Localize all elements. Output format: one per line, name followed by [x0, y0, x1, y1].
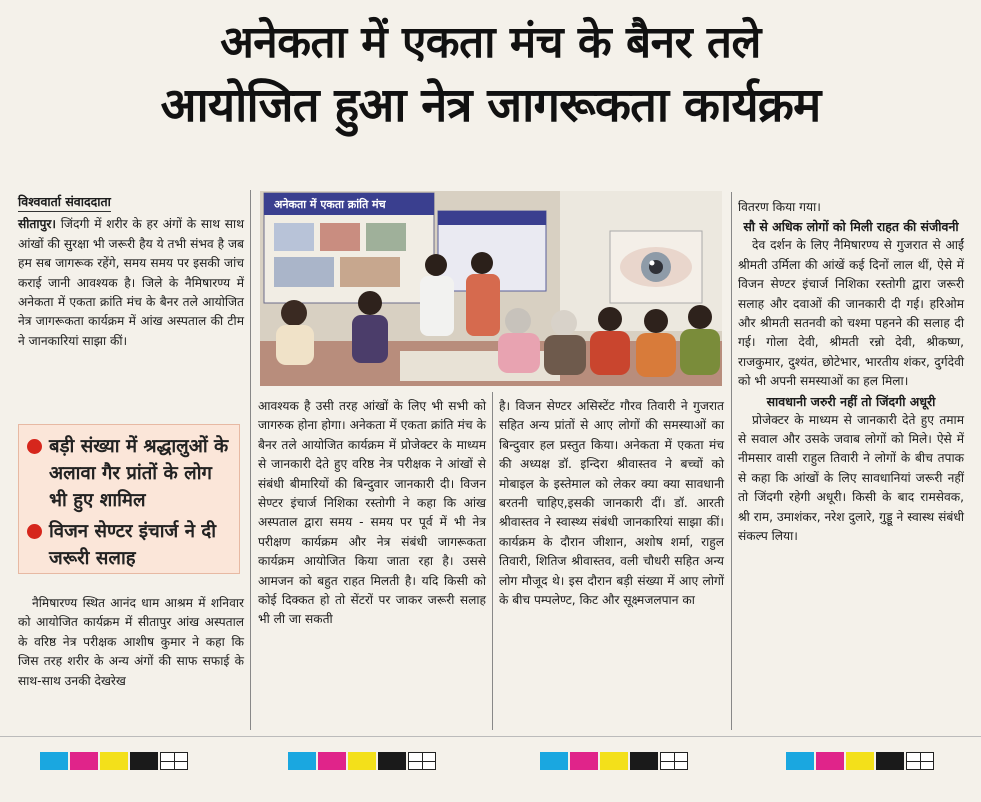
article-column-1-bottom — [18, 594, 244, 691]
color-registration-bar — [288, 752, 436, 770]
headline-line-2: आयोजित हुआ नेत्र जागरूकता कार्यक्रम — [160, 78, 821, 133]
cyan-swatch — [786, 752, 814, 770]
paragraph: प्रोजेक्टर के माध्यम से जानकारी देते हुए तमाम से सवाल और उसके जवाब लोगों को मिले। ऐसे में नीमसार वासी राहुल तिवारी ने लोगों के बीच तपाक से कहा कि आंखों के लिए सावधानियां जरूरी नहीं तो जिंदगी रहेगी अधूरी। किसी के बाद रामसेवक, श्री राम, उमाशंकर, नरेश दुलारे, गुड्डू ने स्वास्थ संबंधी संकल्प लिया। — [738, 412, 964, 544]
column-rule-3 — [731, 192, 732, 730]
headline — [0, 12, 981, 138]
yellow-swatch — [600, 752, 628, 770]
subheading: सावधानी जरुरी नहीं तो जिंदगी अधूरी — [766, 393, 936, 409]
black-swatch — [130, 752, 158, 770]
magenta-swatch — [816, 752, 844, 770]
yellow-swatch — [100, 752, 128, 770]
bullet-dot-icon — [27, 524, 42, 539]
article-column-4 — [738, 198, 964, 547]
highlight-box — [18, 424, 240, 574]
color-registration-bar — [786, 752, 934, 770]
banner-text: अनेकता में एकता क्रांति मंच — [274, 198, 386, 211]
paragraph: नैमिषारण्य स्थित आनंद धाम आश्रम में शनिवार को आयोजित कार्यक्रम में सीतापुर आंख अस्पताल के वरिष्ठ नेत्र परीक्षक आशीष कुमार ने कहा कि जिस तरह शरीर के अन्य अंगों की साफ सफाई के साथ-साथ उनकी देखरेख — [18, 596, 244, 688]
column-rule-1 — [250, 190, 251, 730]
yellow-swatch — [348, 752, 376, 770]
yellow-swatch — [846, 752, 874, 770]
cyan-swatch — [540, 752, 568, 770]
news-photo — [260, 191, 722, 386]
black-swatch — [876, 752, 904, 770]
black-swatch — [378, 752, 406, 770]
article-column-1 — [18, 192, 244, 351]
subheading: सौ से अधिक लोगों को मिली राहत की संजीवनी — [743, 219, 959, 235]
article-column-3 — [499, 397, 724, 610]
paragraph-lead: वितरण किया गया। — [738, 200, 821, 214]
highlight-item: विजन सेण्टर इंचार्ज ने दी जरूरी सलाह — [27, 518, 231, 572]
cyan-swatch — [40, 752, 68, 770]
photo-illustration — [260, 191, 722, 386]
registration-mark-icon — [660, 752, 688, 770]
registration-mark-icon — [408, 752, 436, 770]
magenta-swatch — [570, 752, 598, 770]
paragraph: देव दर्शन के लिए नैमिषारण्य से गुजरात से आईं श्रीमती उर्मिला की आंखें कई दिनों लाल थीं, ऐसे में विजन सेण्टर इंचार्ज निशिका रस्तोगी द्वारा जरूरी सलाह और दवाओं की जानकारी दी गई। हरिओम और श्रीमती सतनवी को चश्मा पहनने की सलाह दी गई। गोला देवी, श्रीमती रन्नो देवी, श्रीकष्ण, राजकुमार, दुश्यंत, छोटेभार, भारतीय शंकर, दुर्गदेवी को भी अपनी समस्याओं का हल मिला। — [738, 238, 964, 389]
magenta-swatch — [318, 752, 346, 770]
registration-mark-icon — [160, 752, 188, 770]
article-column-2 — [258, 397, 486, 630]
cyan-swatch — [288, 752, 316, 770]
paragraph: आवश्यक है उसी तरह आंखों के लिए भी सभी को जागरुक होना होगा। अनेकता में एकता क्रांति मंच के बैनर तले आयोजित कार्यक्रम में प्रोजेक्टर के माध्यम से जानकारी देते हुए वरिष्ठ नेत्र परीक्षक ने आंखों से संबंधी बीमारियों की बिन्दुवार जानकारी दी। विजन सेण्टर इंचार्ज निशिका रस्तोगी ने कहा कि आंख अस्पताल द्वारा समय - समय पर पूर्व में भी नेत्र परीक्षण कार्यक्रम और नेत्र संबंधी जागरूकता कार्यक्रम आयोजित किया जाता रहा है। उससे आमजन को बहुत राहत मिलती है। यदि किसी को कोई दिक्कत हो तो सेंटरों पर जाकर जरूरी सलाह भी ली जा सकती — [258, 399, 486, 627]
intro-paragraph: जिंदगी में शरीर के हर अंगों के साथ साथ आंखों की सुरक्षा भी जरूरी हैय ये तभी संभव है जब हम सब जागरूक रहेंगे, समय समय पर इसकी जांच कराई जानी आवश्यक है। जिले के नैमिषारण्य में अनेकता में एकता क्रांति मंच के बैनर तले आयोजित नेत्र जागरूकता कार्यक्रम में आंख अस्पताल की टीम ने जानकारियां साझा कीं। — [18, 217, 244, 348]
black-swatch — [630, 752, 658, 770]
byline: विश्ववार्ता संवाददाता — [18, 192, 111, 212]
color-registration-bar — [540, 752, 688, 770]
color-registration-bar — [40, 752, 188, 770]
registration-mark-icon — [906, 752, 934, 770]
magenta-swatch — [70, 752, 98, 770]
bullet-dot-icon — [27, 439, 42, 454]
dateline: सीतापुर। — [18, 217, 57, 232]
highlight-item: बड़ी संख्या में श्रद्धालुओं के अलावा गैर प्रांतों के लोग भी हुए शामिल — [27, 433, 231, 514]
trim-line — [0, 736, 981, 737]
headline-line-1: अनेकता में एकता मंच के बैनर तले — [220, 17, 761, 68]
paragraph: है। विजन सेण्टर असिस्टेंट गौरव तिवारी ने गुजरात सहित अन्य प्रांतों से आए लोगों की समस्याओं का बिन्दुवार हल प्रस्तुत किया। अनेकता में एकता मंच की अध्यक्ष डॉ. इन्दिरा श्रीवास्तव ने बच्चों को मोबाइल के इस्तेमाल को लेकर क्या क्या सावधानी बरतनी चाहिए,इसकी जानकारी दीं। डॉ. आरती श्रीवास्तव ने स्वास्थ्य संबंधी जानकारियां साझा कीं। कार्यक्रम के दौरान जीशान, अशोष शर्मा, राहुल तिवारी, शितिज श्रीवास्तव, वली चौधरी सहित अन्य लोग मौजूद थे। इस दौरान बड़ी संख्या में आए लोगों के बीच पम्पलेण्ट, किट और सूक्ष्मजलपान का — [499, 399, 724, 608]
column-rule-2 — [492, 392, 493, 730]
